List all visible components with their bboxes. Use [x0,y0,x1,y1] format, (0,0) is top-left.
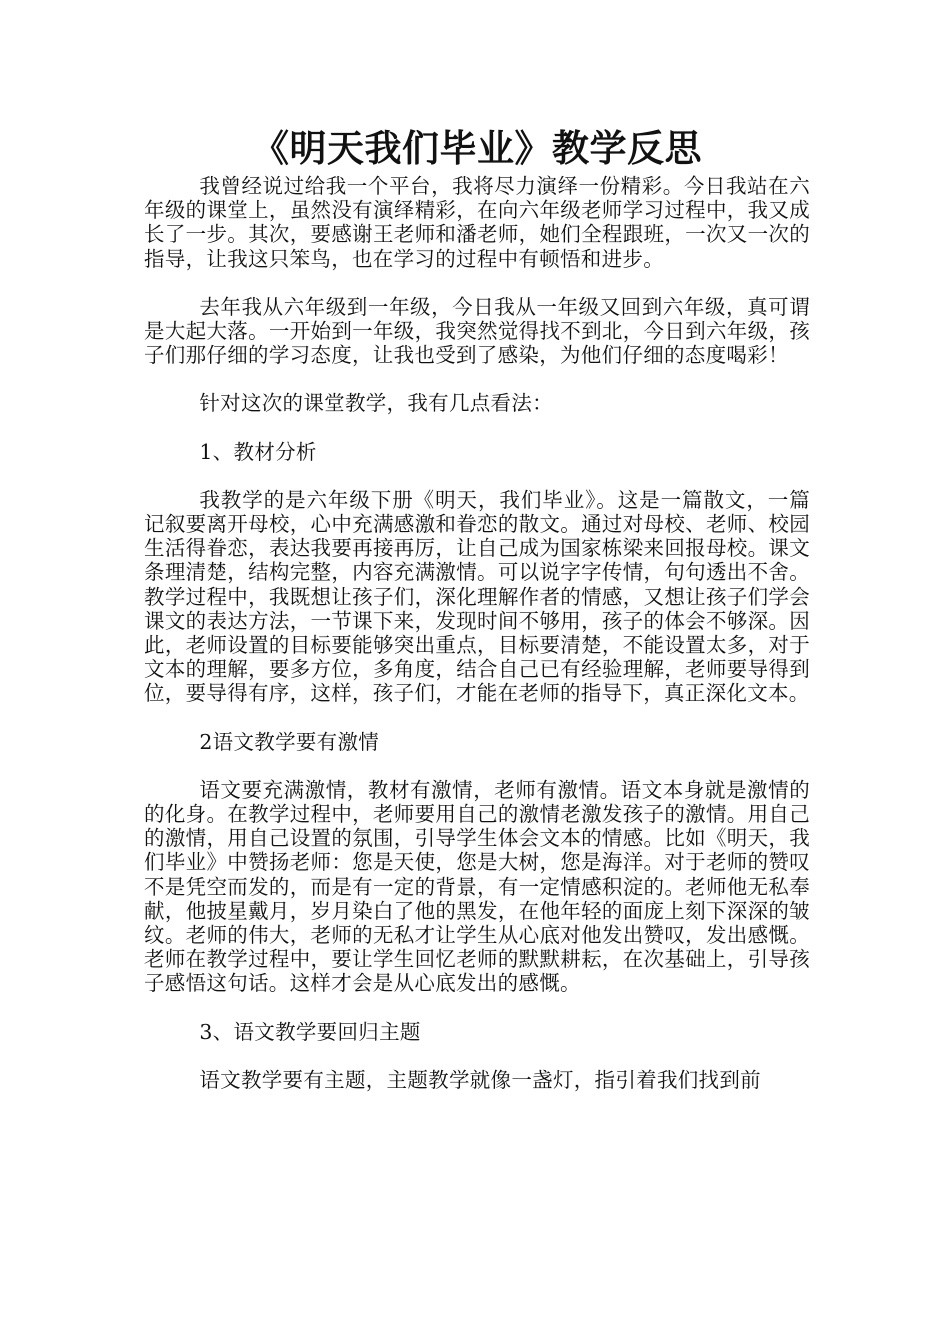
section-heading-1: 1、教材分析 [199,439,317,464]
paragraph-theme: 语文教学要有主题，主题教学就像一盏灯，指引着我们找到前 [199,1067,761,1092]
paragraph-views-intro: 针对这次的课堂教学，我有几点看法： [199,391,553,416]
paragraph-grade-change: 去年我从六年级到一年级，今日我从一年级又回到六年级，真可谓是大起大落。一开始到一年级，我突然觉得找不到北，今日到六年级，孩子们那仔细的学习态度，让我也受到了感染，为他们仔细的态度喝彩！ [144,294,810,368]
section-heading-3: 3、语文教学要回归主题 [199,1019,421,1044]
paragraph-intro: 我曾经说过给我一个平台，我将尽力演绎一份精彩。今日我站在六年级的课堂上，虽然没有演绎精彩，在向六年级老师学习过程中，我又成长了一步。其次，要感谢王老师和潘老师，她们全程跟班，一次又一次的指导，让我这只笨鸟，也在学习的过程中有顿悟和进步。 [144,174,810,271]
document-body [144,122,810,1092]
document-title: 《明天我们毕业》教学反思 [252,126,702,170]
paragraph-passion: 语文要充满激情，教材有激情，老师有激情。语文本身就是激情的的化身。在教学过程中，老师要用自己的激情老激发孩子的激情。用自己的激情，用自己设置的氛围，引导学生体会文本的情感。比如《明天，我们毕业》中赞扬老师：您是天使，您是大树，您是海洋。对于老师的赞叹不是凭空而发的，而是有一定的背景，有一定情感积淀的。老师他无私奉献，他披星戴月，岁月染白了他的黑发，在他年轻的面庞上刻下深深的皱纹。老师的伟大，老师的无私才让学生从心底对他发出赞叹，发出感慨。老师在教学过程中，要让学生回忆老师的默默耕耘，在次基础上，引导孩子感悟这句话。这样才会是从心底发出的感慨。 [144,777,810,996]
paragraph-textbook-analysis: 我教学的是六年级下册《明天，我们毕业》。这是一篇散文，一篇记叙要离开母校，心中充满感激和眷恋的散文。通过对母校、老师、校园生活得眷恋，表达我要再接再厉，让自己成为国家栋梁来回报母校。课文条理清楚，结构完整，内容充满激情。可以说字字传情，句句透出不舍。教学过程中，我既想让孩子们，深化理解作者的情感，又想让孩子们学会课文的表达方法，一节课下来，发现时间不够用，孩子的体会不够深。因此，老师设置的目标要能够突出重点，目标要清楚，不能设置太多，对于文本的理解，要多方位，多角度，结合自己已有经验理解，老师要导得到位，要导得有序，这样，孩子们，才能在老师的指导下，真正深化文本。 [144,487,810,706]
section-heading-2: 2语文教学要有激情 [199,729,380,754]
